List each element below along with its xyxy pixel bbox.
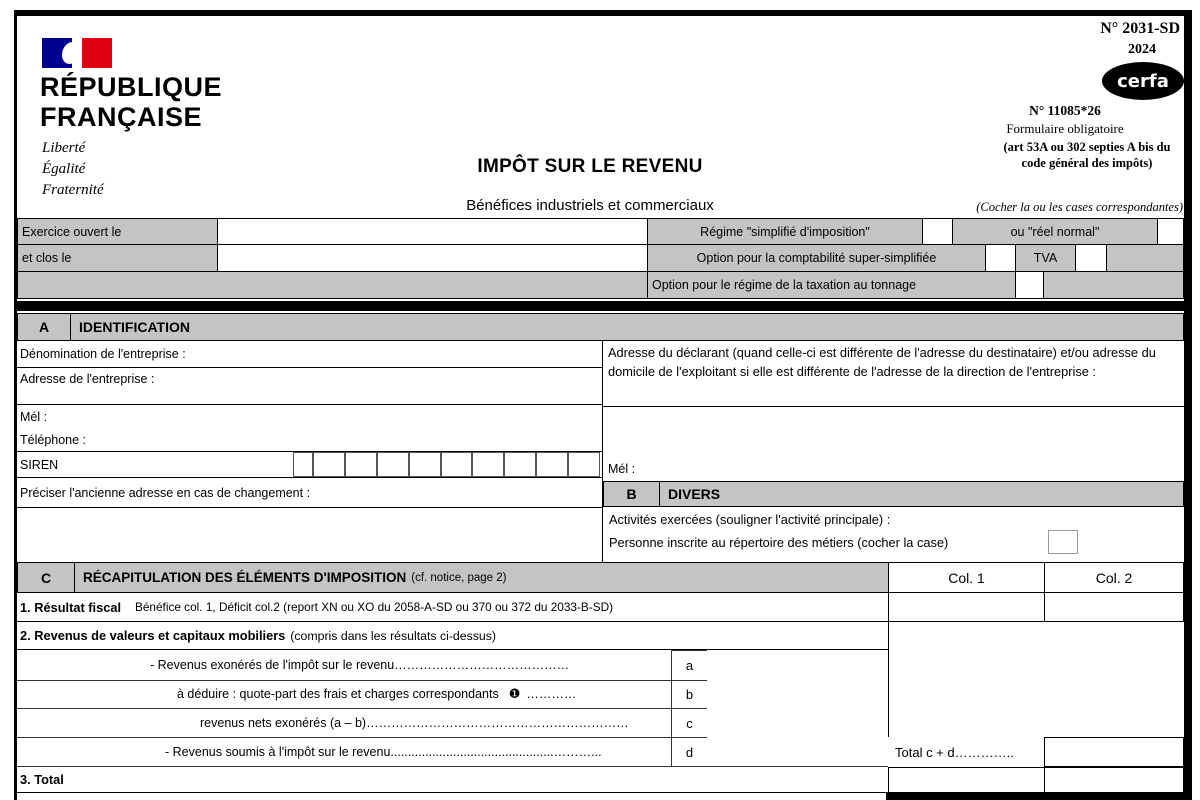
regime-simplifie-checkbox[interactable] xyxy=(922,218,953,245)
adresse-declarant-label: Adresse du déclarant (quand celle-ci est différente de l'adresse du destinataire) et/ou adresse du domicile de l'exploitant si elle est différente de l'adresse de la direction de l'entreprise : xyxy=(608,345,1156,379)
mel-label: Mél : xyxy=(20,410,48,424)
mel-declarant-cell[interactable] xyxy=(603,407,1184,481)
motto-fraternite: Fraternité xyxy=(42,182,104,198)
row1-bold-label: 1. Résultat fiscal xyxy=(20,599,121,615)
form-year: 2024 xyxy=(1128,42,1156,57)
logo-republique-text: RÉPUBLIQUE xyxy=(40,72,223,102)
row2-detail-label: (compris dans les résultats ci-dessus) xyxy=(290,628,496,643)
siren-digit-box[interactable] xyxy=(568,452,600,477)
row-a-value-cell[interactable] xyxy=(707,650,888,681)
row-d-letter-box: d xyxy=(671,737,708,767)
row-c-label-cell xyxy=(17,708,672,738)
adresse-declarant-cell[interactable] xyxy=(603,340,1184,407)
motto-egalite: Égalité xyxy=(42,161,86,177)
siren-digit-box[interactable] xyxy=(345,452,377,477)
siren-digit-box[interactable] xyxy=(313,452,345,477)
personne-inscrite-label: Personne inscrite au répertoire des métiers (cocher la case) xyxy=(609,535,949,550)
section-c-title: RÉCAPITULATION DES ÉLÉMENTS D'IMPOSITION xyxy=(83,570,407,585)
cerfa-number: N° 11085*26 xyxy=(1029,103,1101,118)
adresse-entreprise-label: Adresse de l'entreprise : xyxy=(20,372,155,386)
activites-label: Activités exercées (souligner l'activité principale) : xyxy=(609,512,891,527)
section-b-letter: B xyxy=(603,481,660,507)
denomination-row[interactable] xyxy=(17,340,603,368)
row-a-letter-box: a xyxy=(671,650,708,681)
row2-filler xyxy=(1106,244,1184,272)
row-c-letter-box: c xyxy=(671,708,708,738)
regime-simplifie-label: Régime "simplifié d'imposition" xyxy=(647,218,923,245)
row-b-label-cell xyxy=(17,680,672,709)
siren-digit-box[interactable] xyxy=(504,452,536,477)
row-d-label: - Revenus soumis à l'impôt sur le revenu...............................................………... xyxy=(165,744,602,759)
row-c-value-cell[interactable] xyxy=(707,708,888,738)
siren-spacer-box[interactable] xyxy=(293,452,313,477)
col1-header: Col. 1 xyxy=(888,562,1045,593)
row1-resultat-fiscal xyxy=(17,593,888,622)
form-title: IMPÔT SUR LE REVENU xyxy=(477,156,703,177)
page-top-border xyxy=(14,10,1192,16)
row3-filler-left xyxy=(17,271,648,299)
option-tonnage-label: Option pour le régime de la taxation au tonnage xyxy=(647,271,1016,299)
exercice-ouvert-label: Exercice ouvert le xyxy=(17,218,218,245)
exercice-clos-input[interactable] xyxy=(217,244,648,272)
section-a-letter: A xyxy=(17,313,71,341)
row3-col1-cell[interactable] xyxy=(888,767,1045,793)
cerfa-badge: cerfa xyxy=(1102,62,1184,100)
telephone-label: Téléphone : xyxy=(20,433,87,447)
repertoire-metiers-checkbox[interactable] xyxy=(1048,530,1078,554)
row-a-label-cell xyxy=(17,650,672,681)
left-blank-cell[interactable] xyxy=(17,508,603,562)
flag-icon xyxy=(42,38,112,68)
row3-filler-right xyxy=(1043,271,1184,299)
row-c-label: revenus nets exonérés (a – b)……………………………………………………… xyxy=(200,715,629,730)
republique-francaise-logo xyxy=(40,36,250,196)
siren-digit-box[interactable] xyxy=(377,452,409,477)
form-number: N° 2031-SD xyxy=(1100,20,1180,37)
row-b-label: à déduire : quote-part des frais et charges correspondants xyxy=(177,687,499,701)
section-b-title: DIVERS xyxy=(659,481,1184,507)
check-note: (Cocher la ou les cases correspondantes) xyxy=(976,200,1183,214)
motto-liberte: Liberté xyxy=(42,140,86,156)
siren-digit-box[interactable] xyxy=(536,452,568,477)
siren-label: SIREN xyxy=(20,457,59,472)
siren-digit-box[interactable] xyxy=(409,452,441,477)
tva-label: TVA xyxy=(1015,244,1076,272)
siren-boxes xyxy=(313,452,600,477)
section-c-title-note: (cf. notice, page 2) xyxy=(411,571,507,584)
row-b-value-cell[interactable] xyxy=(707,680,888,709)
section-a-title: IDENTIFICATION xyxy=(70,313,1184,341)
total-cd-label: Total c + d………….. xyxy=(895,745,1014,760)
siren-digit-box[interactable] xyxy=(472,452,504,477)
siren-row xyxy=(17,452,603,478)
reel-normal-label: ou "réel normal" xyxy=(952,218,1158,245)
row3-total-label: 3. Total xyxy=(17,767,888,793)
option-comptabilite-label: Option pour la comptabilité super-simplifiée xyxy=(647,244,986,272)
adresse-entreprise-row[interactable] xyxy=(17,368,603,405)
row2-bold-label: 2. Revenus de valeurs et capitaux mobiliers xyxy=(20,628,286,643)
logo-francaise-text: FRANÇAISE xyxy=(40,102,203,132)
row1-col1-cell[interactable] xyxy=(888,592,1045,622)
mel-declarant-label: Mél : xyxy=(608,462,636,476)
legal-reference: (art 53A ou 302 septies A bis du code général des impôts) xyxy=(1003,140,1171,170)
row-b-dots: ………… xyxy=(526,687,577,701)
note-1-icon: ❶ xyxy=(508,686,521,701)
siren-digit-box[interactable] xyxy=(441,452,473,477)
section-c-title-cell xyxy=(74,562,889,593)
columns-bottom-border xyxy=(886,793,1192,800)
col2-header: Col. 2 xyxy=(1044,562,1184,593)
row3-col2-cell[interactable] xyxy=(1044,767,1184,793)
section-divider-band xyxy=(14,301,1192,311)
page-right-border xyxy=(1184,10,1192,800)
ancienne-adresse-label: Préciser l'ancienne adresse en cas de changement : xyxy=(20,485,311,500)
row1-col2-cell[interactable] xyxy=(1044,592,1184,622)
form-subtitle: Bénéfices industriels et commerciaux xyxy=(466,197,714,214)
option-comptabilite-checkbox[interactable] xyxy=(985,244,1016,272)
logo-motto xyxy=(42,138,104,201)
denomination-label: Dénomination de l'entreprise : xyxy=(20,346,186,361)
row-d-label-cell xyxy=(17,737,672,767)
reel-normal-checkbox[interactable] xyxy=(1157,218,1184,245)
section-c-letter: C xyxy=(17,562,75,593)
option-tonnage-checkbox[interactable] xyxy=(1015,271,1044,299)
row-a-label: - Revenus exonérés de l'impôt sur le revenu…………………………………… xyxy=(150,658,570,672)
exercice-clos-label: et clos le xyxy=(17,244,218,272)
row-d-value-cell[interactable] xyxy=(707,737,888,767)
tva-checkbox[interactable] xyxy=(1075,244,1107,272)
exercice-ouvert-input[interactable] xyxy=(217,218,648,245)
mandatory-note: Formulaire obligatoire xyxy=(1006,121,1124,136)
total-cd-col2-cell[interactable] xyxy=(1044,737,1184,767)
ancienne-adresse-row[interactable] xyxy=(17,478,603,508)
row-b-letter-box: b xyxy=(671,680,708,709)
row2-revenus-mobiliers xyxy=(17,622,888,650)
row1-detail-label: Bénéfice col. 1, Déficit col.2 (report XN ou XO du 2058-A-SD ou 370 ou 372 du 2033-B-SD) xyxy=(135,600,614,614)
mel-telephone-row[interactable] xyxy=(17,405,603,452)
col-merged-blank-area[interactable] xyxy=(888,622,1184,737)
